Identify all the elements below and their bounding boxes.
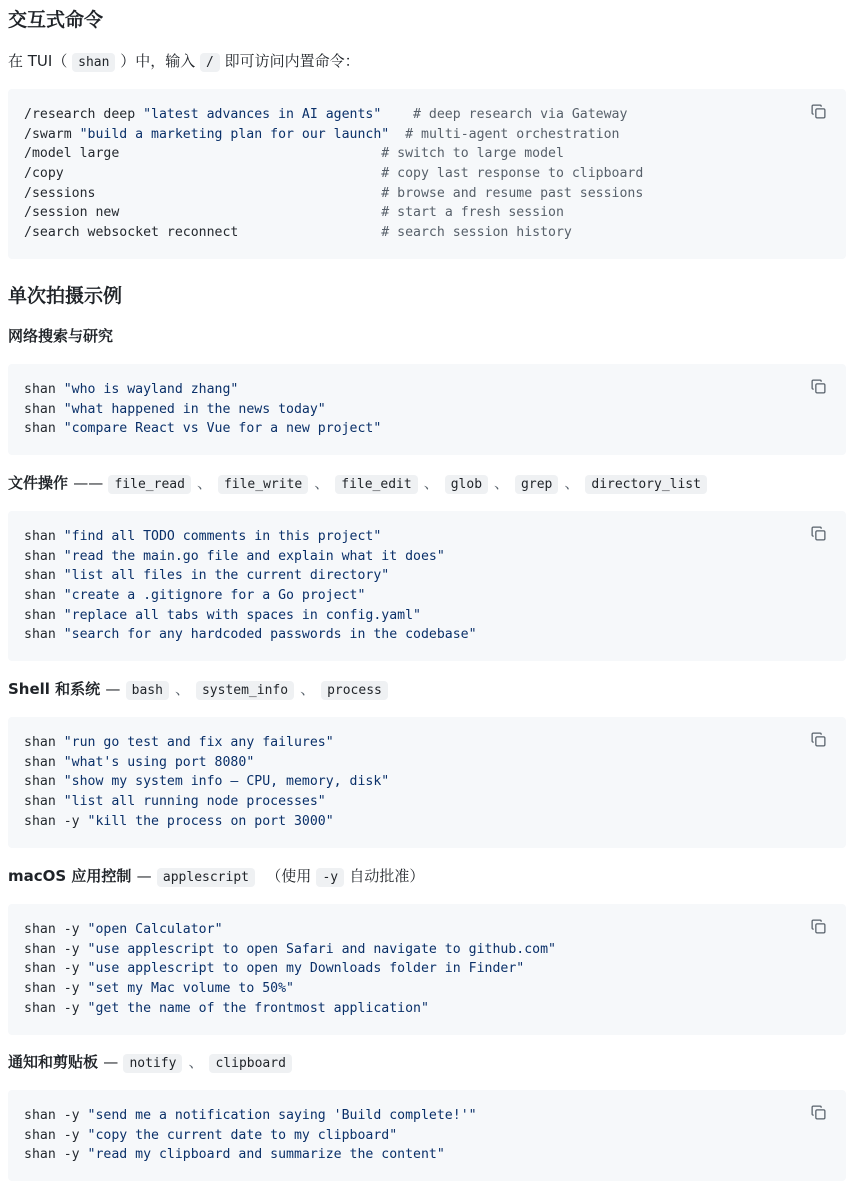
code-command: /search websocket reconnect (24, 225, 239, 241)
inline-code-tool: glob (445, 475, 488, 494)
copy-icon[interactable] (810, 1104, 830, 1124)
code-command: /model large (24, 146, 120, 162)
inline-code-shan: shan (72, 53, 115, 72)
code-string: "get the name of the frontmost application" (87, 1000, 429, 1016)
code-command: /swarm (24, 126, 80, 142)
code-command: shan -y (24, 1127, 88, 1143)
inline-code-tool: notify (123, 1054, 182, 1073)
code-line (24, 606, 830, 626)
code-string: "find all TODO comments in this project" (63, 529, 382, 544)
code-command: shan (24, 607, 64, 623)
section-title-oneshot: 单次拍摄示例 (8, 285, 123, 307)
code-padding (119, 146, 381, 161)
code-line (24, 1145, 830, 1165)
code-command: /copy (24, 166, 64, 182)
code-line (24, 1126, 830, 1146)
code-command: shan -y (24, 922, 88, 937)
code-comment: # switch to large model (381, 146, 564, 162)
code-padding (389, 127, 405, 142)
code-string: "latest advances in AI agents" (143, 107, 382, 122)
code-line (24, 999, 830, 1019)
code-string: "list all files in the current directory" (63, 568, 390, 584)
copy-icon[interactable] (810, 525, 830, 545)
code-command: shan (24, 568, 64, 584)
code-line (24, 586, 830, 606)
code-line (24, 940, 830, 960)
code-block-file-ops (8, 511, 846, 661)
code-command: /sessions (24, 185, 96, 201)
code-string: "read the main.go file and explain what it does" (63, 548, 445, 564)
code-string: "create a .gitignore for a Go project" (63, 588, 366, 604)
code-string: "set my Mac volume to 50%" (87, 981, 294, 997)
code-string: "compare React vs Vue for a new project" (63, 421, 382, 437)
code-command: shan -y (24, 1000, 88, 1016)
code-line (24, 625, 830, 645)
section-title-interactive: 交互式命令 (8, 9, 104, 31)
code-command: /session new (24, 205, 120, 221)
code-line (24, 144, 830, 164)
code-line (24, 920, 830, 940)
inline-code-tool: file_edit (335, 475, 417, 494)
code-string: "what's using port 8080" (63, 754, 255, 770)
code-string: "run go test and fix any failures" (63, 735, 334, 750)
separator: 、 (196, 474, 212, 492)
code-block-shell-system (8, 717, 846, 848)
inline-code-tool: directory_list (585, 475, 707, 494)
code-line (24, 733, 830, 753)
separator: 、 (188, 1053, 204, 1071)
code-command: shan (24, 754, 64, 770)
code-string: "search for any hardcoded passwords in the codebase" (63, 627, 477, 643)
heading-file-ops (8, 472, 707, 496)
code-padding (95, 186, 381, 201)
code-line (24, 125, 830, 145)
code-command: shan (24, 627, 64, 643)
code-string: "who is wayland zhang" (63, 382, 239, 397)
inline-code-slash: / (200, 53, 220, 72)
code-line (24, 959, 830, 979)
code-line (24, 527, 830, 547)
separator: 、 (174, 680, 190, 698)
code-string: "list all running node processes" (63, 794, 326, 810)
code-line (24, 979, 830, 999)
code-comment: # copy last response to clipboard (381, 166, 644, 182)
heading-text: Shell 和系统 (8, 680, 101, 698)
inline-code-applescript: applescript (157, 868, 255, 887)
interactive-intro: 在 TUI（ shan ）中，输入 / 即可访问内置命令： (8, 52, 360, 70)
heading-text: 文件操作 (8, 474, 69, 492)
inline-code-y-flag: -y (316, 868, 344, 887)
code-line (24, 812, 830, 832)
code-comment: # browse and resume past sessions (381, 185, 644, 201)
code-command: shan (24, 401, 64, 417)
code-string: "show my system info — CPU, memory, disk" (63, 774, 390, 790)
separator: 、 (300, 680, 316, 698)
separator: 、 (314, 474, 330, 492)
heading-dash: —— (73, 474, 104, 492)
heading-macos-apps: macOS 应用控制 — applescript （使用 -y 自动批准） (8, 867, 425, 885)
code-line (24, 792, 830, 812)
code-padding (119, 205, 381, 220)
code-string: "use applescript to open Safari and navigate to github.com" (87, 941, 556, 957)
inline-code-tool: grep (515, 475, 558, 494)
code-line (24, 380, 830, 400)
code-line (24, 223, 830, 243)
code-command: shan -y (24, 1147, 88, 1163)
code-command: /research deep (24, 107, 144, 122)
code-padding (238, 225, 381, 240)
code-comment: # deep research via Gateway (413, 107, 628, 122)
code-comment: # multi-agent orchestration (405, 126, 620, 142)
code-line (24, 400, 830, 420)
code-line (24, 566, 830, 586)
code-line (24, 164, 830, 184)
code-string: "build a marketing plan for our launch" (79, 126, 390, 142)
code-command: shan -y (24, 813, 88, 829)
code-line (24, 419, 830, 439)
code-padding (381, 107, 413, 122)
separator: 、 (494, 474, 510, 492)
code-command: shan (24, 529, 64, 544)
code-comment: # search session history (381, 225, 572, 241)
heading-shell-system (8, 678, 388, 702)
code-string: "send me a notification saying 'Build complete!'" (87, 1108, 477, 1123)
heading-dash: — (103, 1053, 119, 1071)
inline-code-tool: file_read (108, 475, 190, 494)
code-command: shan -y (24, 981, 88, 997)
copy-icon[interactable] (810, 918, 830, 938)
code-line (24, 1106, 830, 1126)
code-command: shan (24, 421, 64, 437)
code-command: shan (24, 794, 64, 810)
inline-code-tool: system_info (196, 681, 294, 700)
code-block-notify-clipboard (8, 1090, 846, 1181)
heading-text: 通知和剪贴板 (8, 1053, 99, 1071)
copy-icon[interactable] (810, 103, 830, 123)
code-line (24, 105, 830, 125)
code-line (24, 753, 830, 773)
code-padding (64, 166, 382, 181)
code-string: "copy the current date to my clipboard" (87, 1127, 398, 1143)
code-command: shan (24, 548, 64, 564)
heading-web-search: 网络搜索与研究 (8, 327, 114, 345)
code-command: shan -y (24, 961, 88, 977)
code-command: shan (24, 382, 64, 397)
inline-code-tool: file_write (218, 475, 308, 494)
separator: 、 (423, 474, 439, 492)
code-string: "read my clipboard and summarize the content" (87, 1147, 445, 1163)
code-block-macos-apps (8, 904, 846, 1035)
separator: 、 (564, 474, 580, 492)
code-line (24, 547, 830, 567)
code-block-interactive (8, 89, 846, 259)
code-comment: # start a fresh session (381, 205, 564, 221)
inline-code-tool: process (321, 681, 388, 700)
heading-dash: — (105, 680, 121, 698)
code-line (24, 203, 830, 223)
heading-notify-clipboard (8, 1051, 292, 1075)
code-command: shan -y (24, 1108, 88, 1123)
code-string: "kill the process on port 3000" (87, 813, 334, 829)
inline-code-tool: clipboard (209, 1054, 291, 1073)
code-command: shan (24, 588, 64, 604)
inline-code-tool: bash (126, 681, 169, 700)
code-string: "use applescript to open my Downloads folder in Finder" (87, 961, 525, 977)
copy-icon[interactable] (810, 731, 830, 751)
code-string: "what happened in the news today" (63, 401, 326, 417)
code-command: shan (24, 774, 64, 790)
code-command: shan (24, 735, 64, 750)
copy-icon[interactable] (810, 378, 830, 398)
code-block-web-search (8, 364, 846, 455)
code-line (24, 772, 830, 792)
code-line (24, 184, 830, 204)
code-command: shan -y (24, 941, 88, 957)
code-string: "open Calculator" (87, 922, 223, 937)
code-string: "replace all tabs with spaces in config.yaml" (63, 607, 421, 623)
